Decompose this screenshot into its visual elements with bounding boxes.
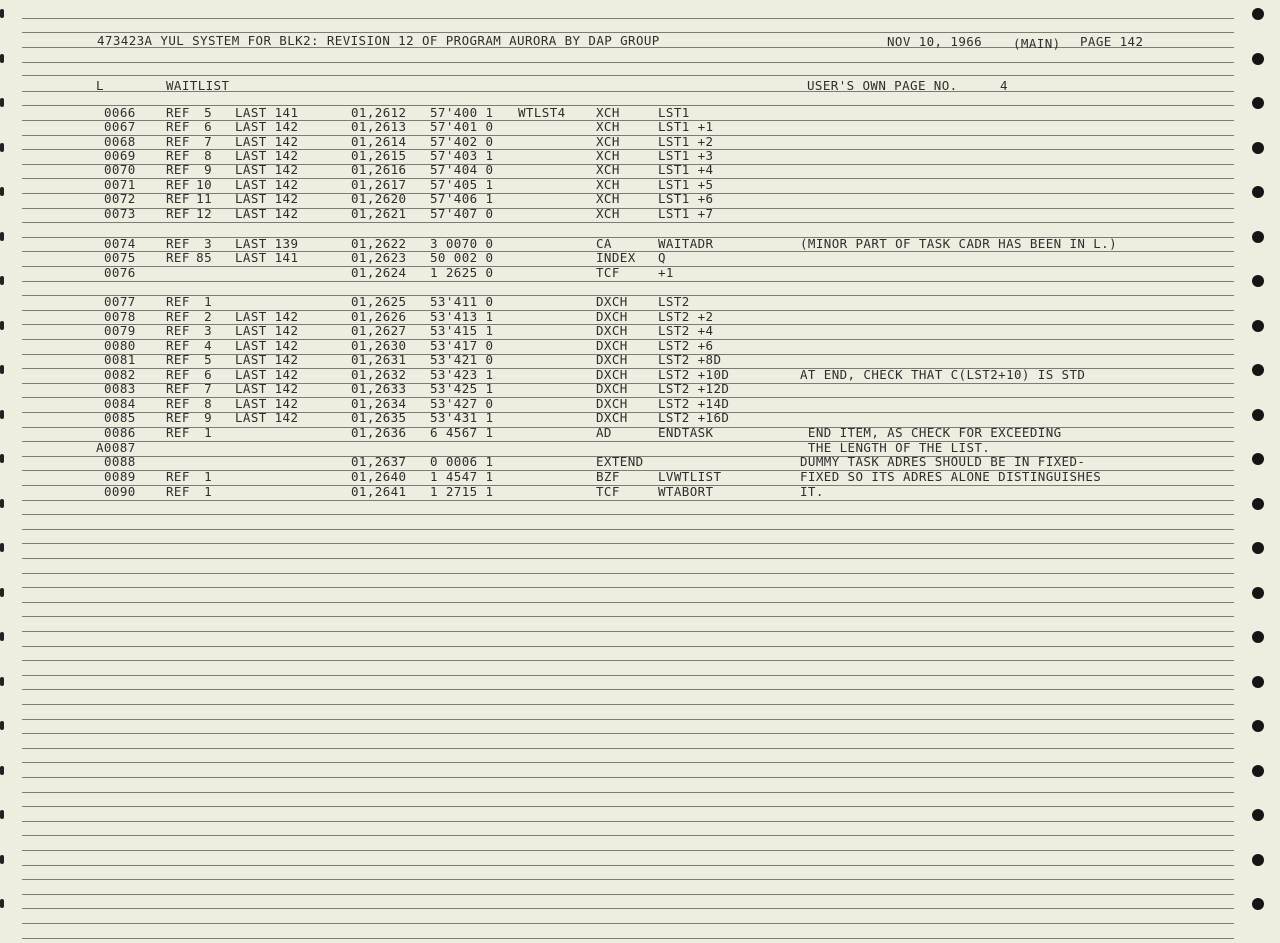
ref-count: 11 [196, 191, 212, 206]
ref-count: 10 [196, 177, 212, 192]
comment: THE LENGTH OF THE LIST. [800, 440, 991, 455]
ruled-line [22, 646, 1234, 647]
ruled-line [22, 558, 1234, 559]
feed-hole-icon [1252, 542, 1264, 554]
octal-word: 53'413 1 [430, 309, 494, 324]
feed-hole-icon [1252, 53, 1264, 65]
opcode: XCH [596, 148, 620, 163]
opcode: XCH [596, 134, 620, 149]
feed-hole-icon [1252, 186, 1264, 198]
edge-mark-icon [0, 499, 4, 508]
ruled-line [22, 748, 1234, 749]
opcode: AD [596, 425, 612, 440]
comment: IT. [800, 484, 824, 499]
octal-word: 1 2715 1 [430, 484, 494, 499]
edge-mark-icon [0, 232, 4, 241]
ref-label: REF [166, 309, 190, 324]
last-page: LAST 142 [235, 396, 299, 411]
listing-mode: (MAIN) [1013, 36, 1061, 51]
ruled-line [22, 879, 1234, 880]
feed-hole-icon [1252, 364, 1264, 376]
operand: LST2 +6 [658, 338, 714, 353]
opcode: TCF [596, 265, 620, 280]
edge-mark-icon [0, 899, 4, 908]
octal-word: 57'401 0 [430, 119, 494, 134]
line-number: 0070 [104, 162, 136, 177]
opcode: BZF [596, 469, 620, 484]
octal-word: 57'406 1 [430, 191, 494, 206]
ruled-line [22, 529, 1234, 530]
last-page: LAST 142 [235, 119, 299, 134]
last-page: LAST 142 [235, 148, 299, 163]
edge-mark-icon [0, 143, 4, 152]
address: 01,2627 [351, 323, 407, 338]
ref-count: 85 [196, 250, 212, 265]
ref-label: REF [166, 236, 190, 251]
ref-label: REF [166, 338, 190, 353]
line-number: 0075 [104, 250, 136, 265]
operand: LST1 +1 [658, 119, 714, 134]
octal-word: 53'423 1 [430, 367, 494, 382]
page-number: PAGE 142 [1080, 34, 1144, 49]
ruled-line [22, 806, 1234, 807]
ruled-line [22, 587, 1234, 588]
line-number: 0073 [104, 206, 136, 221]
line-number: 0078 [104, 309, 136, 324]
last-page: LAST 141 [235, 105, 299, 120]
ruled-line [22, 441, 1234, 442]
ref-label: REF [166, 105, 190, 120]
edge-mark-icon [0, 721, 4, 730]
ref-label: REF [166, 469, 190, 484]
ruled-line [22, 792, 1234, 793]
ruled-line [22, 719, 1234, 720]
ruled-line [22, 660, 1234, 661]
operand: LST1 +6 [658, 191, 714, 206]
ruled-line [22, 573, 1234, 574]
ref-count: 6 [204, 367, 212, 382]
feed-hole-icon [1252, 898, 1264, 910]
ref-label: REF [166, 367, 190, 382]
last-page: LAST 141 [235, 250, 299, 265]
operand: LST2 +14D [658, 396, 730, 411]
operand: ENDTASK [658, 425, 714, 440]
comment: END ITEM, AS CHECK FOR EXCEEDING [800, 425, 1062, 440]
operand: LST1 +2 [658, 134, 714, 149]
feed-hole-icon [1252, 765, 1264, 777]
edge-mark-icon [0, 454, 4, 463]
feed-hole-icon [1252, 142, 1264, 154]
edge-mark-icon [0, 9, 4, 18]
line-number: 0088 [104, 454, 136, 469]
operand: WTABORT [658, 484, 714, 499]
address: 01,2636 [351, 425, 407, 440]
edge-mark-icon [0, 410, 4, 419]
line-number: 0082 [104, 367, 136, 382]
line-number: 0068 [104, 134, 136, 149]
feed-hole-icon [1252, 231, 1264, 243]
line-number: 0084 [104, 396, 136, 411]
address: 01,2630 [351, 338, 407, 353]
ref-label: REF [166, 410, 190, 425]
operand: LST2 +2 [658, 309, 714, 324]
ref-label: REF [166, 134, 190, 149]
ref-label: REF [166, 352, 190, 367]
symbol-label: WTLST4 [518, 105, 566, 120]
ruled-line [22, 894, 1234, 895]
feed-hole-icon [1252, 854, 1264, 866]
opcode: DXCH [596, 396, 628, 411]
octal-word: 1 2625 0 [430, 265, 494, 280]
address: 01,2617 [351, 177, 407, 192]
address: 01,2635 [351, 410, 407, 425]
operand: LST1 +5 [658, 177, 714, 192]
last-page: LAST 142 [235, 352, 299, 367]
ref-label: REF [166, 294, 190, 309]
address: 01,2637 [351, 454, 407, 469]
operand: LST1 [658, 105, 690, 120]
octal-word: 57'404 0 [430, 162, 494, 177]
address: 01,2612 [351, 105, 407, 120]
feed-hole-icon [1252, 631, 1264, 643]
ruled-line [22, 75, 1234, 76]
ref-label: REF [166, 250, 190, 265]
address: 01,2632 [351, 367, 407, 382]
line-number: 0086 [104, 425, 136, 440]
feed-hole-icon [1252, 676, 1264, 688]
edge-mark-icon [0, 187, 4, 196]
ref-count: 1 [204, 469, 212, 484]
ruled-line [22, 923, 1234, 924]
feed-hole-icon [1252, 809, 1264, 821]
last-page: LAST 142 [235, 309, 299, 324]
ref-label: REF [166, 119, 190, 134]
octal-word: 53'427 0 [430, 396, 494, 411]
last-page: LAST 142 [235, 367, 299, 382]
opcode: CA [596, 236, 612, 251]
ref-count: 2 [204, 309, 212, 324]
feed-hole-icon [1252, 587, 1264, 599]
octal-word: 57'405 1 [430, 177, 494, 192]
listing-title: 473423A YUL SYSTEM FOR BLK2: REVISION 12 OF PROGRAM AURORA BY DAP GROUP [97, 33, 660, 48]
operand: LST1 +4 [658, 162, 714, 177]
ref-count: 1 [204, 294, 212, 309]
octal-word: 50 002 0 [430, 250, 494, 265]
ref-count: 6 [204, 119, 212, 134]
opcode: XCH [596, 177, 620, 192]
address: 01,2640 [351, 469, 407, 484]
ref-count: 4 [204, 338, 212, 353]
edge-mark-icon [0, 632, 4, 641]
last-page: LAST 142 [235, 162, 299, 177]
opcode: XCH [596, 191, 620, 206]
ruled-line [22, 835, 1234, 836]
line-number: 0090 [104, 484, 136, 499]
address: 01,2614 [351, 134, 407, 149]
ruled-line [22, 602, 1234, 603]
feed-hole-icon [1252, 409, 1264, 421]
last-page: LAST 142 [235, 323, 299, 338]
edge-mark-icon [0, 677, 4, 686]
address: 01,2634 [351, 396, 407, 411]
ruled-line [22, 689, 1234, 690]
opcode: INDEX [596, 250, 636, 265]
line-number: 0074 [104, 236, 136, 251]
comment: FIXED SO ITS ADRES ALONE DISTINGUISHES [800, 469, 1102, 484]
ref-label: REF [166, 323, 190, 338]
last-page: LAST 142 [235, 177, 299, 192]
octal-word: 57'402 0 [430, 134, 494, 149]
line-number: 0089 [104, 469, 136, 484]
feed-hole-icon [1252, 453, 1264, 465]
address: 01,2623 [351, 250, 407, 265]
last-page: LAST 142 [235, 134, 299, 149]
octal-word: 57'403 1 [430, 148, 494, 163]
last-page: LAST 142 [235, 206, 299, 221]
ruled-line [22, 938, 1234, 939]
ruled-line [22, 762, 1234, 763]
last-page: LAST 142 [235, 381, 299, 396]
address: 01,2641 [351, 484, 407, 499]
ref-count: 8 [204, 396, 212, 411]
ref-count: 7 [204, 134, 212, 149]
operand: LST1 +3 [658, 148, 714, 163]
ref-count: 1 [204, 484, 212, 499]
ruled-line [22, 281, 1234, 282]
octal-word: 6 4567 1 [430, 425, 494, 440]
line-number: 0085 [104, 410, 136, 425]
address: 01,2616 [351, 162, 407, 177]
operand: LVWTLIST [658, 469, 722, 484]
operand: LST2 +4 [658, 323, 714, 338]
section-name: WAITLIST [166, 78, 230, 93]
opcode: DXCH [596, 352, 628, 367]
line-number: 0069 [104, 148, 136, 163]
address: 01,2624 [351, 265, 407, 280]
address: 01,2613 [351, 119, 407, 134]
comment: (MINOR PART OF TASK CADR HAS BEEN IN L.) [800, 236, 1118, 251]
ruled-line [22, 675, 1234, 676]
opcode: DXCH [596, 323, 628, 338]
line-number: 0071 [104, 177, 136, 192]
ruled-line [22, 631, 1234, 632]
opcode: XCH [596, 206, 620, 221]
ref-count: 5 [204, 352, 212, 367]
address: 01,2620 [351, 191, 407, 206]
users-page-label: USER'S OWN PAGE NO. [807, 78, 958, 93]
address: 01,2631 [351, 352, 407, 367]
ref-count: 7 [204, 381, 212, 396]
ref-label: REF [166, 191, 190, 206]
octal-word: 53'425 1 [430, 381, 494, 396]
opcode: XCH [596, 105, 620, 120]
ruled-line [22, 850, 1234, 851]
operand: LST2 +10D [658, 367, 730, 382]
line-number: 0067 [104, 119, 136, 134]
operand: LST2 +12D [658, 381, 730, 396]
line-number: 0080 [104, 338, 136, 353]
feed-hole-icon [1252, 720, 1264, 732]
edge-mark-icon [0, 588, 4, 597]
edge-mark-icon [0, 810, 4, 819]
edge-mark-icon [0, 855, 4, 864]
octal-word: 57'400 1 [430, 105, 494, 120]
octal-word: 0 0006 1 [430, 454, 494, 469]
ref-count: 12 [196, 206, 212, 221]
ruled-line [22, 865, 1234, 866]
edge-mark-icon [0, 54, 4, 63]
ref-label: REF [166, 425, 190, 440]
ruled-line [22, 733, 1234, 734]
address: 01,2626 [351, 309, 407, 324]
ref-label: REF [166, 381, 190, 396]
ref-label: REF [166, 177, 190, 192]
edge-mark-icon [0, 276, 4, 285]
edge-mark-icon [0, 321, 4, 330]
operand: Q [658, 250, 666, 265]
ruled-line [22, 821, 1234, 822]
opcode: XCH [596, 119, 620, 134]
octal-word: 1 4547 1 [430, 469, 494, 484]
edge-mark-icon [0, 98, 4, 107]
ruled-line [22, 500, 1234, 501]
edge-mark-icon [0, 543, 4, 552]
opcode: XCH [596, 162, 620, 177]
section-flag: L [96, 78, 104, 93]
address: 01,2621 [351, 206, 407, 221]
opcode: TCF [596, 484, 620, 499]
ref-count: 5 [204, 105, 212, 120]
ref-count: 9 [204, 162, 212, 177]
address: 01,2622 [351, 236, 407, 251]
ruled-line [22, 908, 1234, 909]
comment: AT END, CHECK THAT C(LST2+10) IS STD [800, 367, 1086, 382]
operand: LST2 +8D [658, 352, 722, 367]
line-number: 0077 [104, 294, 136, 309]
last-page: LAST 142 [235, 338, 299, 353]
line-number: 0079 [104, 323, 136, 338]
address: 01,2615 [351, 148, 407, 163]
last-page: LAST 142 [235, 410, 299, 425]
address: 01,2633 [351, 381, 407, 396]
ruled-line [22, 266, 1234, 267]
opcode: EXTEND [596, 454, 644, 469]
line-number: 0081 [104, 352, 136, 367]
octal-word: 53'421 0 [430, 352, 494, 367]
ref-count: 8 [204, 148, 212, 163]
ref-count: 1 [204, 425, 212, 440]
ruled-line [22, 704, 1234, 705]
ref-label: REF [166, 484, 190, 499]
line-number: 0066 [104, 105, 136, 120]
operand: +1 [658, 265, 674, 280]
feed-hole-icon [1252, 8, 1264, 20]
octal-word: 53'411 0 [430, 294, 494, 309]
line-number: A0087 [96, 440, 136, 455]
octal-word: 53'417 0 [430, 338, 494, 353]
opcode: DXCH [596, 410, 628, 425]
edge-mark-icon [0, 365, 4, 374]
ref-label: REF [166, 148, 190, 163]
feed-hole-icon [1252, 97, 1264, 109]
listing-date: NOV 10, 1966 [887, 34, 983, 49]
operand: LST2 [658, 294, 690, 309]
ref-count: 9 [204, 410, 212, 425]
line-number: 0072 [104, 191, 136, 206]
ruled-line [22, 62, 1234, 63]
feed-hole-icon [1252, 275, 1264, 287]
octal-word: 53'415 1 [430, 323, 494, 338]
line-number: 0083 [104, 381, 136, 396]
ref-label: REF [166, 206, 190, 221]
ruled-line [22, 777, 1234, 778]
last-page: LAST 142 [235, 191, 299, 206]
feed-hole-icon [1252, 320, 1264, 332]
operand: LST2 +16D [658, 410, 730, 425]
ruled-line [22, 543, 1234, 544]
edge-mark-icon [0, 766, 4, 775]
address: 01,2625 [351, 294, 407, 309]
feed-hole-icon [1252, 498, 1264, 510]
opcode: DXCH [596, 294, 628, 309]
ref-label: REF [166, 162, 190, 177]
last-page: LAST 139 [235, 236, 299, 251]
opcode: DXCH [596, 367, 628, 382]
opcode: DXCH [596, 381, 628, 396]
octal-word: 57'407 0 [430, 206, 494, 221]
comment: DUMMY TASK ADRES SHOULD BE IN FIXED- [800, 454, 1086, 469]
opcode: DXCH [596, 338, 628, 353]
octal-word: 3 0070 0 [430, 236, 494, 251]
ruled-line [22, 514, 1234, 515]
ref-label: REF [166, 396, 190, 411]
ruled-line [22, 18, 1234, 19]
opcode: DXCH [596, 309, 628, 324]
users-page-number: 4 [1000, 78, 1008, 93]
operand: LST1 +7 [658, 206, 714, 221]
operand: WAITADR [658, 236, 714, 251]
ruled-line [22, 616, 1234, 617]
ref-count: 3 [204, 323, 212, 338]
octal-word: 53'431 1 [430, 410, 494, 425]
line-number: 0076 [104, 265, 136, 280]
ruled-line [22, 222, 1234, 223]
ref-count: 3 [204, 236, 212, 251]
